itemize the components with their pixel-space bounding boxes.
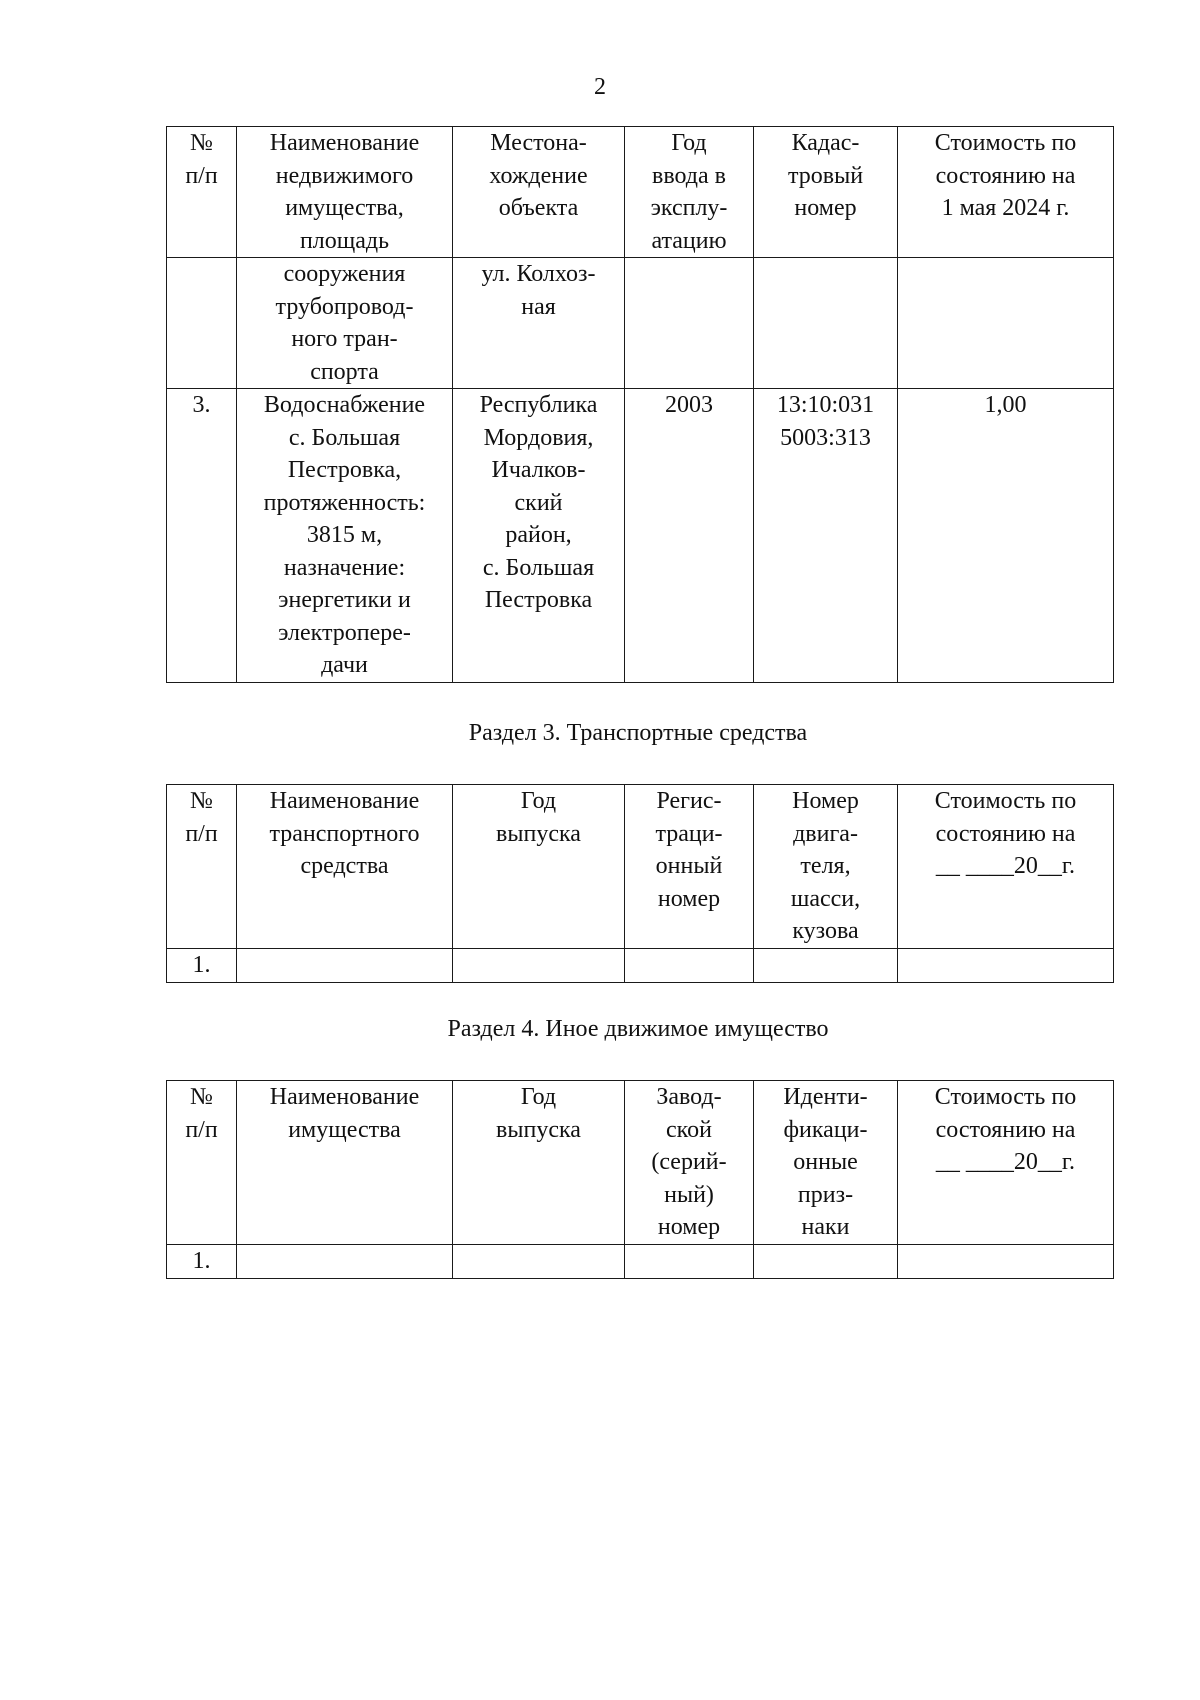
- cell-text-line: состоянию на: [935, 1116, 1076, 1143]
- table-header-row: [167, 785, 1114, 949]
- cell-text-line: трубопровод-: [275, 293, 414, 320]
- cell-text-line: район,: [505, 522, 572, 548]
- cell-text-line: хождение: [489, 162, 588, 189]
- vehicles-table: [166, 784, 1114, 983]
- header-cell-location: [453, 127, 625, 258]
- cell-text-line: №: [190, 1084, 213, 1110]
- cell-text-line: имущества,: [285, 195, 404, 221]
- cell-text-line: Год: [520, 788, 557, 814]
- cell-text-line: номер: [657, 885, 721, 912]
- cell-text-line: имущества: [288, 1116, 401, 1143]
- cell-text-line: атацию: [651, 227, 727, 254]
- cell-text-line: Наименование: [269, 130, 420, 156]
- cell-text-line: Номер: [792, 788, 859, 814]
- real-estate-table: [166, 126, 1114, 683]
- cell-text-line: эксплу-: [650, 195, 728, 221]
- cell-text-line: средства: [300, 853, 389, 879]
- header-cell-registration-number: [625, 785, 754, 949]
- cell-text-line: 13:10:031: [776, 392, 875, 418]
- cell-text-line: __ ____20__г.: [935, 853, 1076, 879]
- table-cell: [898, 1245, 1114, 1279]
- cell-text-line: спорта: [310, 358, 379, 385]
- header-cell-value: [898, 785, 1114, 949]
- table-cell: [237, 389, 453, 683]
- cell-text-line: ного тран-: [291, 326, 398, 352]
- table-row: [167, 949, 1114, 983]
- table-row: [167, 1245, 1114, 1279]
- cell-text-line: недвижимого: [275, 162, 414, 189]
- cell-text-line: Иденти-: [783, 1084, 868, 1110]
- cell-text-line: номер: [657, 1214, 721, 1240]
- table-cell: [237, 1245, 453, 1279]
- cell-text-line: онные: [793, 1149, 858, 1175]
- table-header-row: [167, 127, 1114, 258]
- cell-text-line: наки: [801, 1214, 850, 1240]
- table-cell: [625, 258, 754, 389]
- cell-text-line: 2003: [665, 392, 713, 418]
- cell-text-line: __ ____20__г.: [935, 1149, 1076, 1175]
- header-cell-value: [898, 127, 1114, 258]
- page-number: 2: [594, 74, 606, 100]
- cell-text-line: с. Большая: [482, 554, 595, 581]
- cell-text-line: Завод-: [656, 1084, 722, 1110]
- table-cell: [898, 389, 1114, 683]
- cell-text-line: фикаци-: [783, 1116, 868, 1143]
- cell-text-line: тровый: [787, 162, 864, 189]
- cell-text-line: п/п: [185, 1116, 218, 1143]
- table-cell: [453, 949, 625, 983]
- table-cell: [167, 258, 237, 389]
- cell-text-line: Наименование: [269, 788, 420, 814]
- table-cell: [898, 258, 1114, 389]
- cell-text-line: Стоимость по: [934, 788, 1077, 814]
- header-cell-manufacture-year: [453, 785, 625, 949]
- header-cell-number: [167, 785, 237, 949]
- header-cell-property-name: [237, 127, 453, 258]
- section-3-title: Раздел 3. Транспортные средства: [468, 720, 808, 746]
- cell-text-line: ский: [514, 489, 563, 516]
- cell-text-line: ввода в: [651, 162, 726, 189]
- section-4-title: Раздел 4. Иное движимое имущество: [447, 1016, 829, 1042]
- table-cell: [453, 389, 625, 683]
- table-cell: [898, 949, 1114, 983]
- header-cell-serial-number: [625, 1081, 754, 1245]
- cell-text-line: сооружения: [283, 261, 406, 287]
- cell-text-line: дачи: [321, 652, 368, 678]
- cell-text-line: ской: [666, 1116, 712, 1143]
- cell-text-line: п/п: [185, 820, 218, 847]
- table-row: [167, 258, 1114, 389]
- table-cell: [453, 1245, 625, 1279]
- cell-text-line: теля,: [800, 853, 851, 879]
- cell-text-line: Наименование: [269, 1084, 420, 1110]
- cell-text-line: энергетики и: [278, 587, 411, 613]
- table-cell: [625, 389, 754, 683]
- table-cell: [167, 949, 237, 983]
- cell-text-line: ул. Колхоз-: [481, 261, 596, 287]
- other-movable-property-table: [166, 1080, 1114, 1279]
- cell-text-line: назначение:: [283, 554, 406, 581]
- cell-text-line: 3.: [192, 392, 211, 418]
- cell-text-line: Регис-: [656, 788, 722, 814]
- table-cell: [237, 949, 453, 983]
- cell-text-line: Стоимость по: [934, 130, 1077, 156]
- cell-text-line: объекта: [498, 195, 579, 221]
- cell-text-line: 5003:313: [780, 424, 871, 451]
- header-cell-manufacture-year: [453, 1081, 625, 1245]
- table-cell: [754, 1245, 898, 1279]
- cell-text-line: транспортного: [269, 820, 420, 847]
- cell-text-line: трaци-: [655, 820, 723, 847]
- cell-text-line: с. Большая: [288, 424, 401, 451]
- header-cell-engine-chassis-body-number: [754, 785, 898, 949]
- table-cell: [625, 1245, 754, 1279]
- cell-text-line: 1,00: [984, 392, 1027, 418]
- table-cell: [754, 949, 898, 983]
- cell-text-line: Стоимость по: [934, 1084, 1077, 1110]
- cell-text-line: электропере-: [278, 619, 411, 646]
- cell-text-line: 1.: [192, 1248, 211, 1274]
- cell-text-line: Пестровка,: [287, 457, 402, 483]
- cell-text-line: ная: [521, 293, 556, 320]
- cell-text-line: приз-: [797, 1181, 854, 1208]
- cell-text-line: 1 мая 2024 г.: [941, 195, 1070, 221]
- cell-text-line: Ичалков-: [491, 457, 586, 483]
- cell-text-line: 3815 м,: [306, 522, 383, 548]
- table-header-row: [167, 1081, 1114, 1245]
- cell-text-line: шасси,: [790, 885, 861, 912]
- cell-text-line: Водоснабжение: [263, 392, 426, 418]
- cell-text-line: онный: [655, 853, 723, 879]
- cell-text-line: площадь: [299, 227, 390, 254]
- cell-text-line: ный): [664, 1181, 714, 1208]
- cell-text-line: кузова: [792, 918, 859, 944]
- cell-text-line: Кадас-: [791, 130, 860, 156]
- header-cell-value: [898, 1081, 1114, 1245]
- cell-text-line: (серий-: [651, 1149, 727, 1175]
- table-cell: [167, 389, 237, 683]
- cell-text-line: Пестровка: [484, 587, 593, 613]
- cell-text-line: №: [190, 130, 213, 156]
- cell-text-line: состоянию на: [935, 162, 1076, 189]
- header-cell-vehicle-name: [237, 785, 453, 949]
- cell-text-line: двига-: [793, 820, 858, 847]
- header-cell-number: [167, 127, 237, 258]
- table-cell: [754, 389, 898, 683]
- header-cell-property-name: [237, 1081, 453, 1245]
- cell-text-line: Местона-: [490, 130, 587, 156]
- table-cell: [754, 258, 898, 389]
- cell-text-line: протяженность:: [263, 489, 426, 516]
- cell-text-line: номер: [794, 195, 857, 221]
- cell-text-line: состоянию на: [935, 820, 1076, 847]
- cell-text-line: Год: [671, 130, 707, 156]
- table-cell: [625, 949, 754, 983]
- table-row: [167, 389, 1114, 683]
- cell-text-line: Мордовия,: [483, 424, 594, 451]
- cell-text-line: п/п: [185, 162, 218, 189]
- cell-text-line: 1.: [192, 952, 211, 978]
- table-cell: [237, 258, 453, 389]
- cell-text-line: Республика: [479, 392, 598, 418]
- table-cell: [167, 1245, 237, 1279]
- header-cell-commissioning-year: [625, 127, 754, 258]
- header-cell-number: [167, 1081, 237, 1245]
- cell-text-line: №: [190, 788, 213, 814]
- header-cell-cadastral-number: [754, 127, 898, 258]
- cell-text-line: выпуска: [496, 820, 581, 847]
- cell-text-line: Год: [520, 1084, 557, 1110]
- cell-text-line: выпуска: [496, 1116, 581, 1143]
- header-cell-identification-marks: [754, 1081, 898, 1245]
- table-cell: [453, 258, 625, 389]
